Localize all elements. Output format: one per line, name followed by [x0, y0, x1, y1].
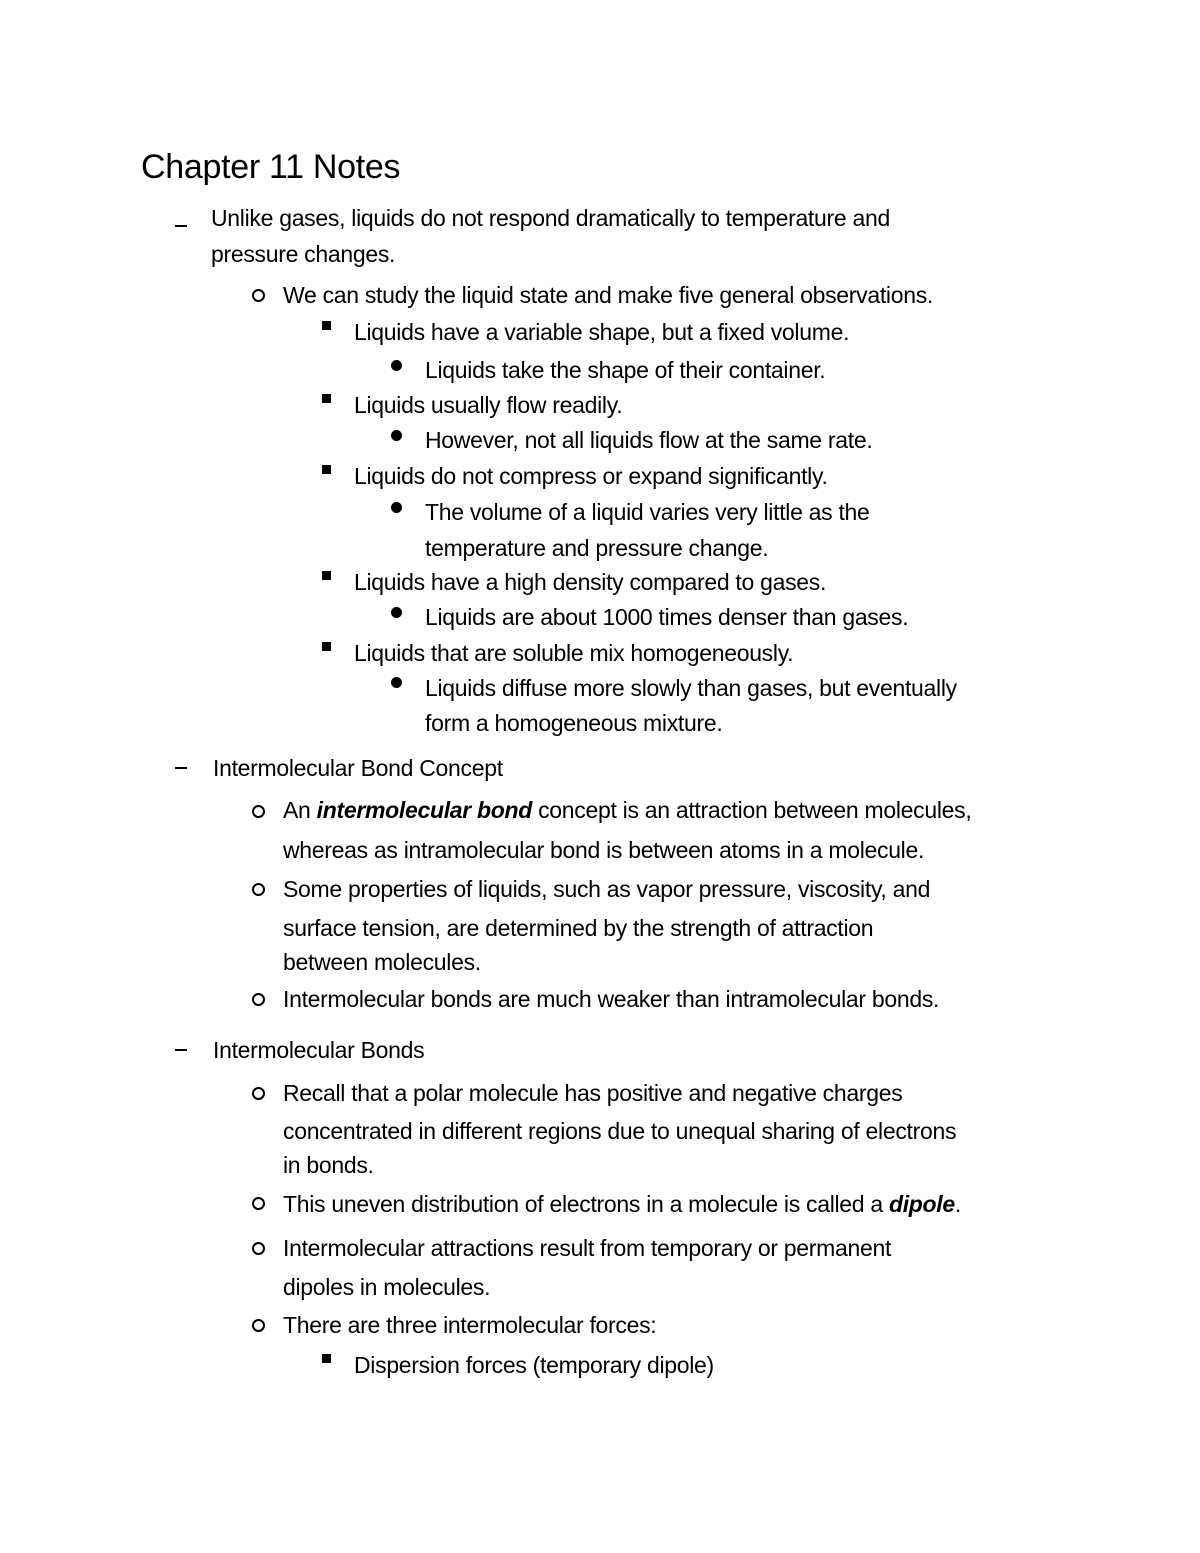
list-item-continuation	[283, 1147, 374, 1183]
text-line: Liquids are about 1000 times denser than gases.	[425, 604, 909, 630]
circle-bullet-icon	[252, 289, 265, 302]
text-line: Recall that a polar molecule has positive and negative charges	[283, 1080, 903, 1106]
page-title: Chapter 11 Notes	[141, 148, 401, 186]
text-line: in bonds.	[283, 1152, 374, 1178]
list-item	[283, 792, 971, 828]
list-item-continuation	[425, 705, 722, 741]
list-item	[425, 422, 872, 458]
list-item	[354, 314, 849, 350]
text-run: An	[283, 797, 317, 823]
circle-bullet-icon	[252, 1319, 265, 1332]
text-run: concept is an attraction between molecules,	[532, 797, 972, 823]
text-line: temperature and pressure change.	[425, 535, 769, 561]
list-item-continuation	[283, 910, 873, 946]
text-line: Liquids take the shape of their container.	[425, 357, 826, 383]
circle-bullet-icon	[252, 1197, 265, 1210]
text-line: Intermolecular Bonds	[213, 1037, 425, 1063]
circle-bullet-icon	[252, 1242, 265, 1255]
text-line: Liquids have a variable shape, but a fixed volume.	[354, 319, 850, 345]
list-item	[425, 352, 825, 388]
list-item	[354, 387, 622, 423]
dot-bullet-icon	[391, 607, 402, 618]
list-item	[354, 458, 828, 494]
list-item	[354, 1347, 714, 1383]
square-bullet-icon	[322, 571, 331, 580]
text-line: Intermolecular bonds are much weaker than intramolecular bonds.	[283, 986, 940, 1012]
square-bullet-icon	[322, 642, 331, 651]
text-line: concentrated in different regions due to unequal sharing of electrons	[283, 1118, 957, 1144]
text-line: There are three intermolecular forces:	[283, 1312, 657, 1338]
list-item	[425, 670, 957, 706]
square-bullet-icon	[322, 394, 331, 403]
text-line: Liquids usually flow readily.	[354, 392, 623, 418]
term-bold-italic: intermolecular bond	[316, 797, 533, 823]
text-line: Intermolecular Bond Concept	[213, 755, 503, 781]
circle-bullet-icon	[252, 883, 265, 896]
dot-bullet-icon	[391, 430, 402, 441]
text-line: pressure changes.	[211, 241, 396, 267]
text-line: form a homogeneous mixture.	[425, 710, 723, 736]
text-line: Liquids have a high density compared to gases.	[354, 569, 827, 595]
text-line: The volume of a liquid varies very little as the	[425, 499, 870, 525]
list-item-continuation	[425, 530, 768, 566]
text-line: Liquids that are soluble mix homogeneously.	[354, 640, 794, 666]
list-item-continuation	[283, 1113, 956, 1149]
text-line: surface tension, are determined by the strength of attraction	[283, 915, 874, 941]
text-line: Dispersion forces (temporary dipole)	[354, 1352, 714, 1378]
list-item	[354, 635, 793, 671]
dash-bullet-icon	[175, 1049, 187, 1051]
list-item	[283, 1307, 656, 1343]
text-line: However, not all liquids flow at the same rate.	[425, 427, 873, 453]
text-line: between molecules.	[283, 949, 481, 975]
dot-bullet-icon	[391, 360, 402, 371]
dot-bullet-icon	[391, 502, 402, 513]
list-item	[283, 277, 933, 313]
text-line: Unlike gases, liquids do not respond dramatically to temperature and	[211, 205, 890, 231]
circle-bullet-icon	[252, 993, 265, 1006]
term-bold-italic: dipole	[888, 1191, 955, 1217]
text-line: Some properties of liquids, such as vapor pressure, viscosity, and	[283, 876, 931, 902]
dash-bullet-icon	[175, 767, 187, 769]
list-item	[354, 564, 826, 600]
list-item	[283, 1230, 891, 1266]
list-item	[283, 871, 930, 907]
square-bullet-icon	[322, 321, 331, 330]
text-line	[283, 1186, 961, 1222]
list-item	[283, 1186, 961, 1222]
text-line	[283, 792, 971, 828]
dash-bullet-icon	[175, 225, 187, 227]
list-item-continuation	[283, 1269, 490, 1305]
text-run: .	[954, 1191, 961, 1217]
list-item-continuation	[283, 944, 481, 980]
text-line: Liquids diffuse more slowly than gases, but eventually	[425, 675, 957, 701]
list-item-continuation	[283, 832, 924, 868]
list-item	[211, 200, 890, 272]
square-bullet-icon	[322, 1354, 331, 1363]
text-line: Liquids do not compress or expand significantly.	[354, 463, 828, 489]
list-item	[283, 981, 939, 1017]
dot-bullet-icon	[391, 677, 402, 688]
text-line: Intermolecular attractions result from temporary or permanent	[283, 1235, 892, 1261]
text-run: This uneven distribution of electrons in a molecule is called a	[283, 1191, 889, 1217]
section-heading	[213, 750, 503, 786]
list-item	[283, 1075, 902, 1111]
section-heading	[213, 1032, 424, 1068]
text-line: dipoles in molecules.	[283, 1274, 491, 1300]
list-item	[425, 599, 908, 635]
text-line: whereas as intramolecular bond is between atoms in a molecule.	[283, 837, 925, 863]
circle-bullet-icon	[252, 1087, 265, 1100]
list-item	[425, 494, 870, 530]
text-line: We can study the liquid state and make five general observations.	[283, 282, 934, 308]
circle-bullet-icon	[252, 805, 265, 818]
square-bullet-icon	[322, 465, 331, 474]
